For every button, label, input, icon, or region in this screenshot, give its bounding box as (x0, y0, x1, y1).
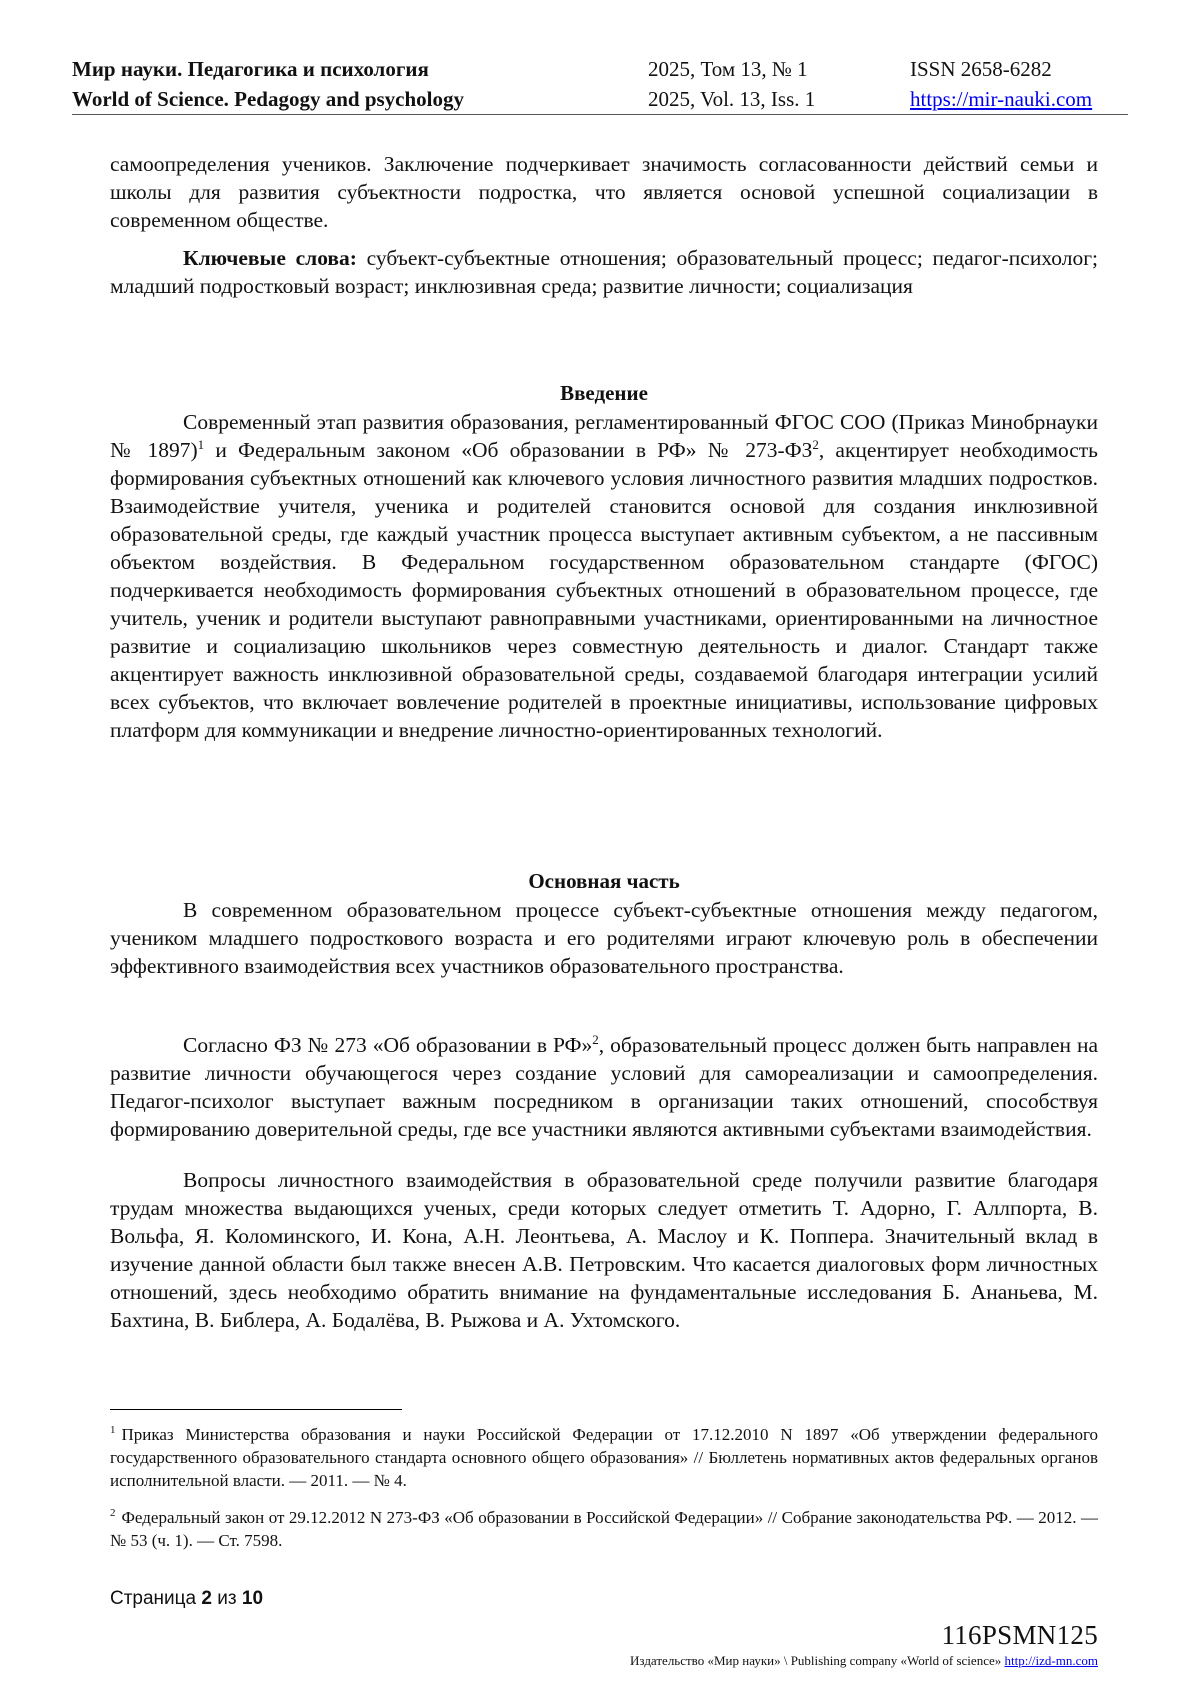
journal-title-ru: Мир науки. Педагогика и психология (72, 57, 429, 81)
intro-text-1: Современный этап развития образования, регламентированный ФГОС СОО (Приказ Минобрнауки № 1897) (110, 410, 1098, 462)
publisher-link[interactable]: http://izd-mn.com (1004, 1653, 1098, 1668)
keywords-text: субъект-субъектные отношения; образовательный процесс; педагог-психолог; младший подростковый возраст; инклюзивная среда; развитие личности; социализация (110, 246, 1098, 298)
issn: ISSN 2658-6282 (910, 57, 1052, 81)
page-prefix: Страница (110, 1588, 202, 1609)
publisher-text: Издательство «Мир науки» \ Publishing company «World of science» (630, 1653, 1005, 1668)
issue-info (648, 54, 815, 114)
journal-link[interactable]: https://mir-nauki.com (910, 87, 1093, 111)
journal-title (72, 54, 464, 114)
footnote-number: 2 (110, 1507, 116, 1520)
issn-block (910, 54, 1092, 114)
keywords-block (110, 244, 1098, 300)
footnote-ref[interactable]: 1 (197, 436, 205, 452)
footnote-2 (110, 1506, 1098, 1552)
footnote-text: Приказ Министерства образования и науки Российской Федерации от 17.12.2010 N 1897 «Об утверждении федерального государственного образовательного стандарта основного общего образования» // Бюллетень нормативных актов федеральных органов исполнительной власти. — 2011. — № 4. (110, 1425, 1098, 1490)
journal-title-en: World of Science. Pedagogy and psychology (72, 87, 465, 111)
page-number (110, 1588, 263, 1610)
page-current: 2 (201, 1588, 212, 1609)
page-mid: из (211, 1588, 242, 1609)
footnote-divider (110, 1409, 402, 1410)
footnote-1 (110, 1423, 1098, 1492)
publisher-line (630, 1653, 1098, 1669)
intro-paragraph (110, 408, 1098, 744)
intro-section (110, 408, 1098, 744)
issue-en: 2025, Vol. 13, Iss. 1 (648, 87, 816, 111)
keywords-paragraph (110, 244, 1098, 300)
page-total: 10 (241, 1588, 264, 1609)
paragraph (110, 1031, 1098, 1143)
footnote-ref[interactable]: 2 (592, 1031, 599, 1047)
intro-heading-block (110, 379, 1098, 407)
intro-text-3: , акцентирует необходимость формирования субъектных отношений как ключевого условия личностного развития младших подростков. Взаимодействие учителя, ученика и родителей становится основой для создания инклюзивной образовательной среды, где каждый участник процесса выступает активным субъектом, а не пассивным объектом воздействия. В Федеральном государственном образовательном стандарте (ФГОС) подчеркивается необходимость формирования субъектных отношений в образовательном процессе, где учитель, ученик и родители выступают равноправными участниками, ориентированными на личностное развитие и социализацию школьников через совместную деятельность и диалог. Стандарт также акцентирует важность инклюзивной образовательной среды, создаваемой благодаря интеграции усилий всех субъектов, что включает вовлечение родителей в проектные инициативы, использование цифровых платформ для коммуникации и внедрение личностно-ориентированных технологий. (110, 438, 1098, 742)
intro-heading: Введение (560, 381, 648, 405)
keywords-label: Ключевые слова: (183, 246, 357, 270)
header-divider (72, 114, 1128, 115)
paragraph: Вопросы личностного взаимодействия в образовательной среде получили развитие благодаря трудам множества выдающихся ученых, среди которых следует отметить Т. Адорно, Г. Аллпорта, В. Вольфа, Я. Коломинского, И. Кона, А.Н. Леонтьева, А. Маслоу и К. Поппера. Значительный вклад в изучение данной области был также внесен А.В. Петровским. Что касается диалоговых форм личностных отношений, здесь необходимо обратить внимание на фундаментальные исследования Б. Ананьева, М. Бахтина, В. Библера, А. Бодалёва, В. Рыжова и А. Ухтомского. (110, 1168, 1098, 1332)
abstract-continuation (110, 150, 1098, 234)
footnote-number: 1 (110, 1424, 116, 1437)
abstract-text: самоопределения учеников. Заключение подчеркивает значимость согласованности действий семьи и школы для развития субъектности подростка, что является основой успешной социализации в современном обществе. (110, 152, 1098, 232)
main-paragraph-2 (110, 1031, 1098, 1143)
footnote-text: Федеральный закон от 29.12.2012 N 273-ФЗ «Об образовании в Российской Федерации» // Собрание законодательства РФ. — 2012. — № 53 (ч. 1). — Ст. 7598. (110, 1508, 1098, 1550)
main-heading: Основная часть (528, 869, 680, 893)
issue-ru: 2025, Том 13, № 1 (648, 57, 808, 81)
journal-header (72, 54, 1128, 114)
main-p2-text-2: , образовательный процесс должен быть направлен на развитие личности обучающегося через создание условий для самореализации и самоопределения. Педагог-психолог выступает важным посредником в организации таких отношений, способствуя формированию доверительной среды, где все участники являются активными субъектами взаимодействия. (110, 1033, 1098, 1141)
footnote-ref[interactable]: 2 (812, 436, 819, 452)
intro-text-2: и Федеральным законом «Об образовании в РФ» № 273-ФЗ (204, 438, 813, 462)
main-heading-block (110, 867, 1098, 895)
article-code: 116PSMN125 (941, 1620, 1098, 1650)
paragraph: В современном образовательном процессе субъект-субъектные отношения между педагогом, учеником младшего подросткового возраста и его родителями играют ключевую роль в обеспечении эффективного взаимодействия всех участников образовательного пространства. (110, 898, 1098, 978)
main-p2-text-1: Согласно ФЗ № 273 «Об образовании в РФ» (183, 1033, 593, 1057)
main-paragraph-3 (110, 1166, 1098, 1334)
main-paragraph-1 (110, 896, 1098, 980)
